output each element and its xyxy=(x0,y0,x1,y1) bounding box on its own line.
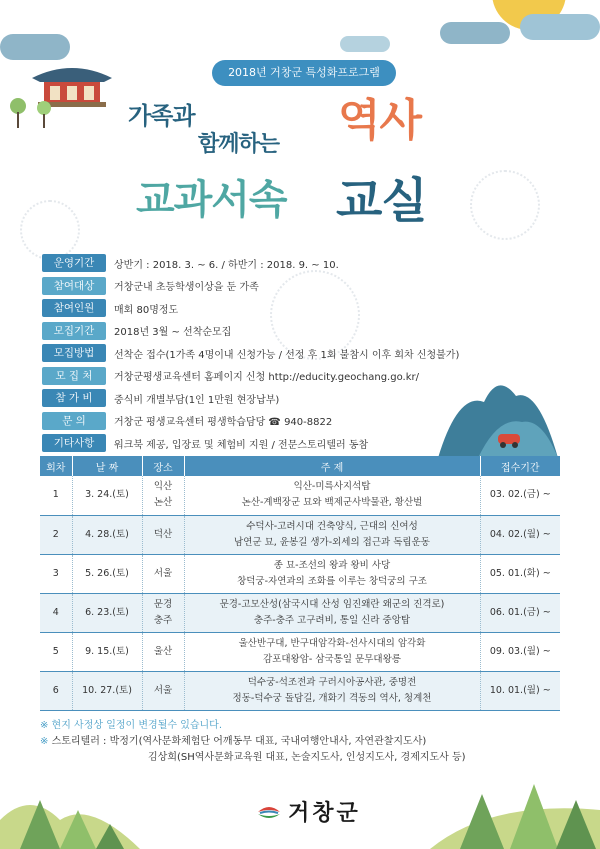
topic-cell xyxy=(184,554,480,593)
storyteller-text: 스토리텔러 : 박정기(역사문화체험단 어깨동무 대표, 국내여행안내사, 자연관찰지도사) xyxy=(48,736,427,747)
info-label: 기타사항 xyxy=(42,434,106,452)
program-badge: 2018년 거창군 특성화프로그램 xyxy=(212,60,396,86)
topic-line: 창덕궁-자연과의 조화를 이루는 창덕궁의 구조 xyxy=(237,575,427,587)
place-cell: 문경 충주 xyxy=(142,593,184,632)
mountain-illustration xyxy=(438,372,558,458)
table-row xyxy=(40,671,560,710)
storyteller-note xyxy=(40,734,560,750)
cloud-illustration xyxy=(0,34,70,60)
topic-line: 종 묘-조선의 왕과 왕비 사당 xyxy=(273,559,391,571)
topic-line: 덕수궁-석조전과 구러시아공사관, 중명전 xyxy=(247,676,417,688)
info-value: 거창군내 초등학생이상을 둔 가족 xyxy=(114,282,259,294)
table-header-row xyxy=(40,456,560,476)
date-cell: 5. 26.(토) xyxy=(72,554,142,593)
info-label: 참여인원 xyxy=(42,299,106,317)
info-value: 거창군평생교육센터 홈페이지 신청 http://educity.geochang.go.kr/ xyxy=(114,372,419,384)
period-cell: 04. 02.(월) ~ xyxy=(480,515,560,554)
place-cell: 익산 논산 xyxy=(142,476,184,515)
period-cell: 03. 02.(금) ~ xyxy=(480,476,560,515)
info-label: 운영기간 xyxy=(42,254,106,272)
info-row xyxy=(42,342,512,365)
topic-line: 정동-덕수궁 돌담길, 개화기 격동의 역사, 청계천 xyxy=(232,692,432,704)
topic-cell xyxy=(184,515,480,554)
date-cell: 6. 23.(토) xyxy=(72,593,142,632)
info-value: 매회 80명정도 xyxy=(114,304,179,316)
info-row xyxy=(42,320,512,343)
period-cell: 06. 01.(금) ~ xyxy=(480,593,560,632)
info-row xyxy=(42,252,512,275)
tree-illustration xyxy=(430,770,600,849)
place-cell: 서울 xyxy=(142,554,184,593)
info-label: 모집방법 xyxy=(42,344,106,362)
info-row xyxy=(42,297,512,320)
topic-line: 문경-고모산성(삼국시대 산성 임진왜란 왜군의 진격로) xyxy=(219,598,445,610)
notes xyxy=(40,718,560,766)
note-mark: ※ xyxy=(40,736,49,747)
tree-illustration xyxy=(8,96,58,132)
info-label: 참 가 비 xyxy=(42,389,106,407)
date-cell: 10. 27.(토) xyxy=(72,671,142,710)
place-cell: 서울 xyxy=(142,671,184,710)
period-cell: 10. 01.(월) ~ xyxy=(480,671,560,710)
geochang-logo-icon xyxy=(256,802,282,822)
place-cell: 울산 xyxy=(142,632,184,671)
info-label: 문 의 xyxy=(42,412,106,430)
storyteller-note-2: 김상희(SH역사문화교육원 대표, 논술지도사, 인성지도사, 경제지도사 등) xyxy=(148,752,466,763)
topic-cell xyxy=(184,632,480,671)
column-header: 날 짜 xyxy=(72,456,142,476)
round-cell: 6 xyxy=(40,671,72,710)
firework-decoration xyxy=(470,170,540,240)
schedule-table xyxy=(40,456,560,711)
cloud-illustration xyxy=(440,22,510,44)
firework-decoration xyxy=(20,200,80,260)
title-line-2: 함께하는 xyxy=(198,132,280,157)
table-row xyxy=(40,476,560,515)
round-cell: 2 xyxy=(40,515,72,554)
round-cell: 3 xyxy=(40,554,72,593)
topic-line: 익산-미륵사지석탑 xyxy=(293,481,371,493)
topic-line: 논산-계백장군 묘와 백제군사박물관, 황산벌 xyxy=(241,497,423,509)
round-cell: 1 xyxy=(40,476,72,515)
info-value: 선착순 접수(1가족 4명이내 신청가능 / 선정 후 1회 불참시 이후 회차 신청불가) xyxy=(114,349,460,361)
topic-cell xyxy=(184,593,480,632)
tree-illustration xyxy=(0,780,140,849)
info-value: 거창군 평생교육센터 평생학습담당 ☎ 940-8822 xyxy=(114,417,333,429)
info-value: 2018년 3월 ~ 선착순모집 xyxy=(114,327,232,339)
column-header: 주 제 xyxy=(184,456,480,476)
round-cell: 5 xyxy=(40,632,72,671)
info-value: 상반기 : 2018. 3. ~ 6. / 하반기 : 2018. 9. ~ 10. xyxy=(114,259,339,271)
topic-line: 남연군 묘, 윤봉길 생가-외세의 접근과 독립운동 xyxy=(234,536,430,548)
title-line-3-accent: 교실 xyxy=(336,173,427,229)
cloud-illustration xyxy=(520,14,600,40)
info-label: 참여대상 xyxy=(42,277,106,295)
geochang-logo xyxy=(256,796,361,827)
topic-cell xyxy=(184,671,480,710)
table-row xyxy=(40,632,560,671)
round-cell: 4 xyxy=(40,593,72,632)
info-label: 모 집 처 xyxy=(42,367,106,385)
logo-text: 거창군 xyxy=(288,801,361,826)
info-value: 워크북 제공, 입장료 및 체험비 지원 / 전문스토리텔러 동참 xyxy=(114,439,369,451)
period-cell: 09. 03.(월) ~ xyxy=(480,632,560,671)
table-row xyxy=(40,515,560,554)
date-cell: 9. 15.(토) xyxy=(72,632,142,671)
column-header: 회차 xyxy=(40,456,72,476)
place-cell: 덕산 xyxy=(142,515,184,554)
topic-line: 울산반구대, 반구대암각화-선사시대의 암각화 xyxy=(238,637,426,649)
period-cell: 05. 01.(화) ~ xyxy=(480,554,560,593)
info-row xyxy=(42,275,512,298)
date-cell: 4. 28.(토) xyxy=(72,515,142,554)
table-row xyxy=(40,593,560,632)
title-line-1: 가족과 xyxy=(128,102,195,130)
topic-line: 수덕사-고려시대 건축양식, 근대의 신여성 xyxy=(246,520,418,532)
topic-line: 충주-충주 고구려비, 통일 신라 중앙탑 xyxy=(253,614,411,626)
title-accent: 역사 xyxy=(338,95,422,146)
column-header: 접수기간 xyxy=(480,456,560,476)
title-line-3: 교과서속 xyxy=(136,177,287,223)
cloud-illustration xyxy=(340,36,390,52)
info-value: 중식비 개별부담(1인 1만원 현장납부) xyxy=(114,394,280,406)
topic-cell xyxy=(184,476,480,515)
info-label: 모집기간 xyxy=(42,322,106,340)
column-header: 장소 xyxy=(142,456,184,476)
date-cell: 3. 24.(토) xyxy=(72,476,142,515)
table-row xyxy=(40,554,560,593)
schedule-change-note: ※ 현지 사정상 일정이 변경될수 있습니다. xyxy=(40,720,223,731)
topic-line: 감포대왕암- 삼국통일 문무대왕릉 xyxy=(263,653,401,665)
